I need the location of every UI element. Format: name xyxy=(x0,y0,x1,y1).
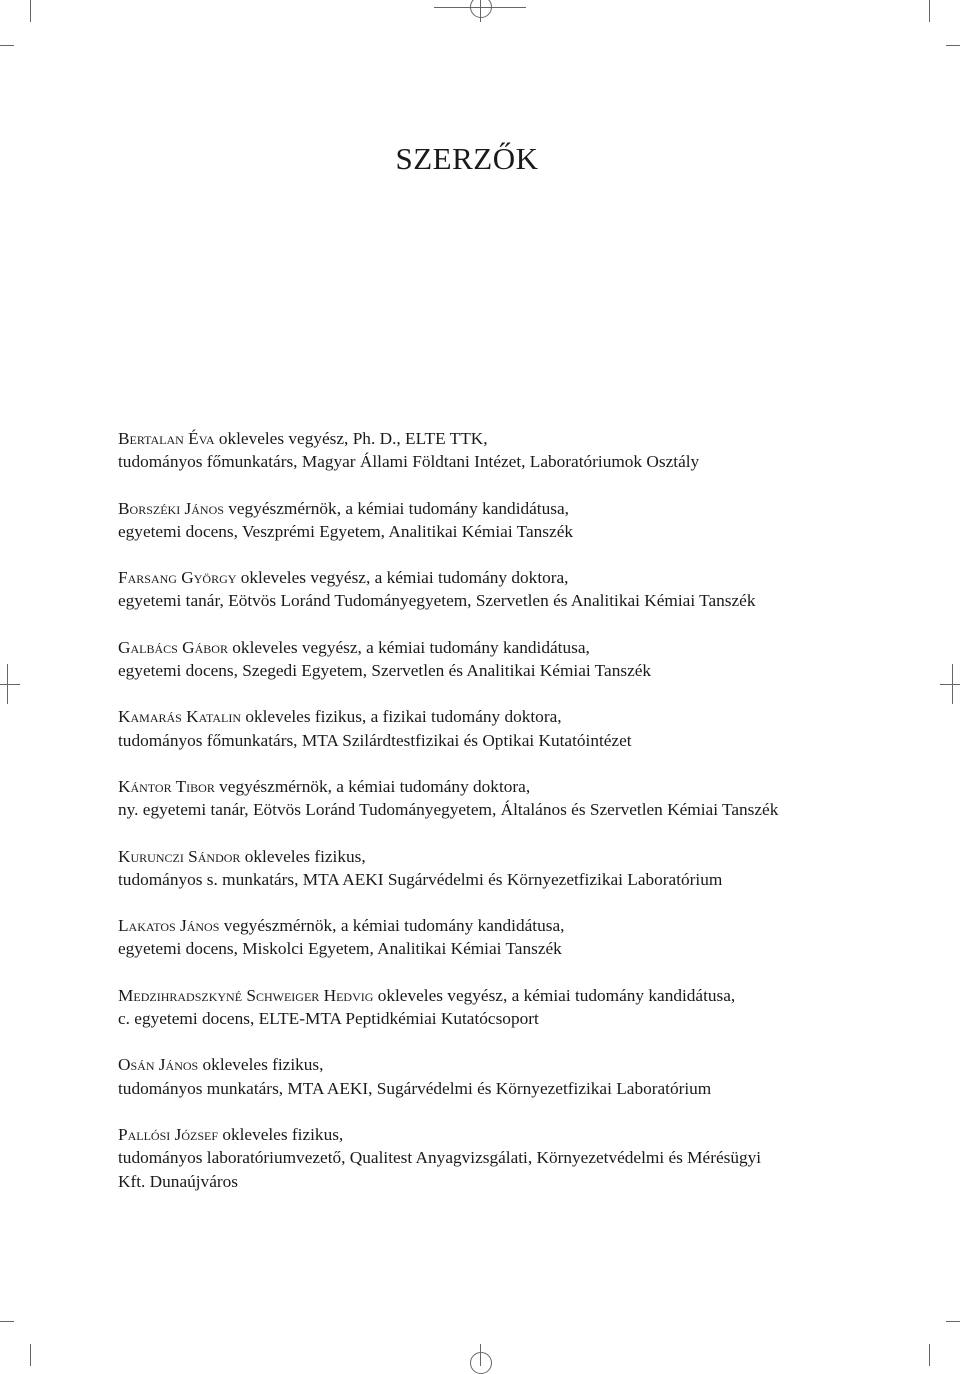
author-entry xyxy=(118,566,938,613)
author-position: tudományos s. munkatárs, MTA AEKI Sugárvédelmi és Környezetfizikai Laboratórium xyxy=(118,869,723,889)
author-position: egyetemi tanár, Eötvös Loránd Tudományegyetem, Szervetlen és Analitikai Kémiai Tanszék xyxy=(118,591,756,611)
author-name: Kántor Tibor xyxy=(118,776,215,796)
author-position: c. egyetemi docens, ELTE-MTA Peptidkémiai Kutatócsoport xyxy=(118,1009,539,1029)
reg-mark-left-h xyxy=(0,684,20,685)
author-entry xyxy=(118,705,938,752)
author-degree: okleveles fizikus, xyxy=(198,1055,324,1075)
page-title: SZERZŐK xyxy=(395,141,539,176)
author-name: Galbács Gábor xyxy=(118,637,228,657)
author-degree: vegyészmérnök, a kémiai tudomány kandidátusa, xyxy=(219,916,565,936)
reg-mark-top-circle xyxy=(470,0,492,18)
author-position: tudományos főmunkatárs, MTA Szilárdtestfizikai és Optikai Kutatóintézet xyxy=(118,730,632,750)
author-entry xyxy=(118,427,938,474)
author-list xyxy=(118,427,938,1216)
author-name: Pallósi József xyxy=(118,1124,218,1144)
reg-mark-right-h xyxy=(940,684,960,685)
author-entry xyxy=(118,1123,938,1193)
author-name: Medzihradszkyné Schweiger Hedvig xyxy=(118,985,374,1005)
crop-mark-bottom-left-h xyxy=(0,1321,14,1322)
author-degree: okleveles fizikus, xyxy=(218,1124,344,1144)
author-degree: okleveles fizikus, a fizikai tudomány doktora, xyxy=(241,707,562,727)
author-name: Bertalan Éva xyxy=(118,429,215,448)
crop-mark-bottom-left xyxy=(30,1344,31,1366)
author-name: Kurunczi Sándor xyxy=(118,846,241,866)
crop-mark-top-right xyxy=(929,0,930,22)
crop-mark-top-left-h xyxy=(0,45,14,46)
author-entry xyxy=(118,636,938,683)
reg-mark-bottom-circle xyxy=(470,1352,492,1374)
author-position: ny. egyetemi tanár, Eötvös Loránd Tudományegyetem, Általános és Szervetlen Kémiai Tanszék xyxy=(118,800,779,820)
author-position: tudományos főmunkatárs, Magyar Állami Földtani Intézet, Laboratóriumok Osztály xyxy=(118,452,700,472)
crop-mark-bottom-right-h xyxy=(946,1321,960,1322)
author-degree: okleveles fizikus, xyxy=(240,846,366,866)
author-position: tudományos laboratóriumvezető, Qualitest Anyagvizsgálati, Környezetvédelmi és Mérésügyi xyxy=(118,1148,762,1168)
author-name: Kamarás Katalin xyxy=(118,707,241,727)
author-entry xyxy=(118,845,938,892)
author-position: egyetemi docens, Szegedi Egyetem, Szervetlen és Analitikai Kémiai Tanszék xyxy=(118,661,652,681)
author-position: egyetemi docens, Miskolci Egyetem, Analitikai Kémiai Tanszék xyxy=(118,939,562,959)
crop-mark-bottom-right xyxy=(929,1344,930,1366)
author-degree: okleveles vegyész, a kémiai tudomány doktora, xyxy=(236,568,569,588)
author-entry xyxy=(118,984,938,1031)
crop-mark-top-left xyxy=(30,0,31,22)
author-degree: okleveles vegyész, a kémiai tudomány kandidátusa, xyxy=(227,637,590,657)
author-degree: okleveles vegyész, Ph. D., ELTE TTK, xyxy=(214,429,488,448)
author-name: Osán János xyxy=(118,1055,199,1075)
author-position: tudományos munkatárs, MTA AEKI, Sugárvédelmi és Környezetfizikai Laboratórium xyxy=(118,1078,712,1098)
author-degree: okleveles vegyész, a kémiai tudomány kandidátusa, xyxy=(373,985,736,1005)
author-position: egyetemi docens, Veszprémi Egyetem, Analitikai Kémiai Tanszék xyxy=(118,521,574,541)
author-degree: vegyészmérnök, a kémiai tudomány kandidátusa, xyxy=(223,498,569,518)
author-name: Lakatos János xyxy=(118,916,220,936)
author-entry xyxy=(118,775,938,822)
author-entry xyxy=(118,914,938,961)
author-name: Farsang György xyxy=(118,568,237,588)
author-entry xyxy=(118,497,938,544)
author-name: Borszéki János xyxy=(118,498,224,518)
author-location: Kft. Dunaújváros xyxy=(118,1171,238,1191)
crop-mark-top-right-h xyxy=(946,45,960,46)
author-degree: vegyészmérnök, a kémiai tudomány doktora, xyxy=(214,776,531,796)
author-entry xyxy=(118,1053,938,1100)
